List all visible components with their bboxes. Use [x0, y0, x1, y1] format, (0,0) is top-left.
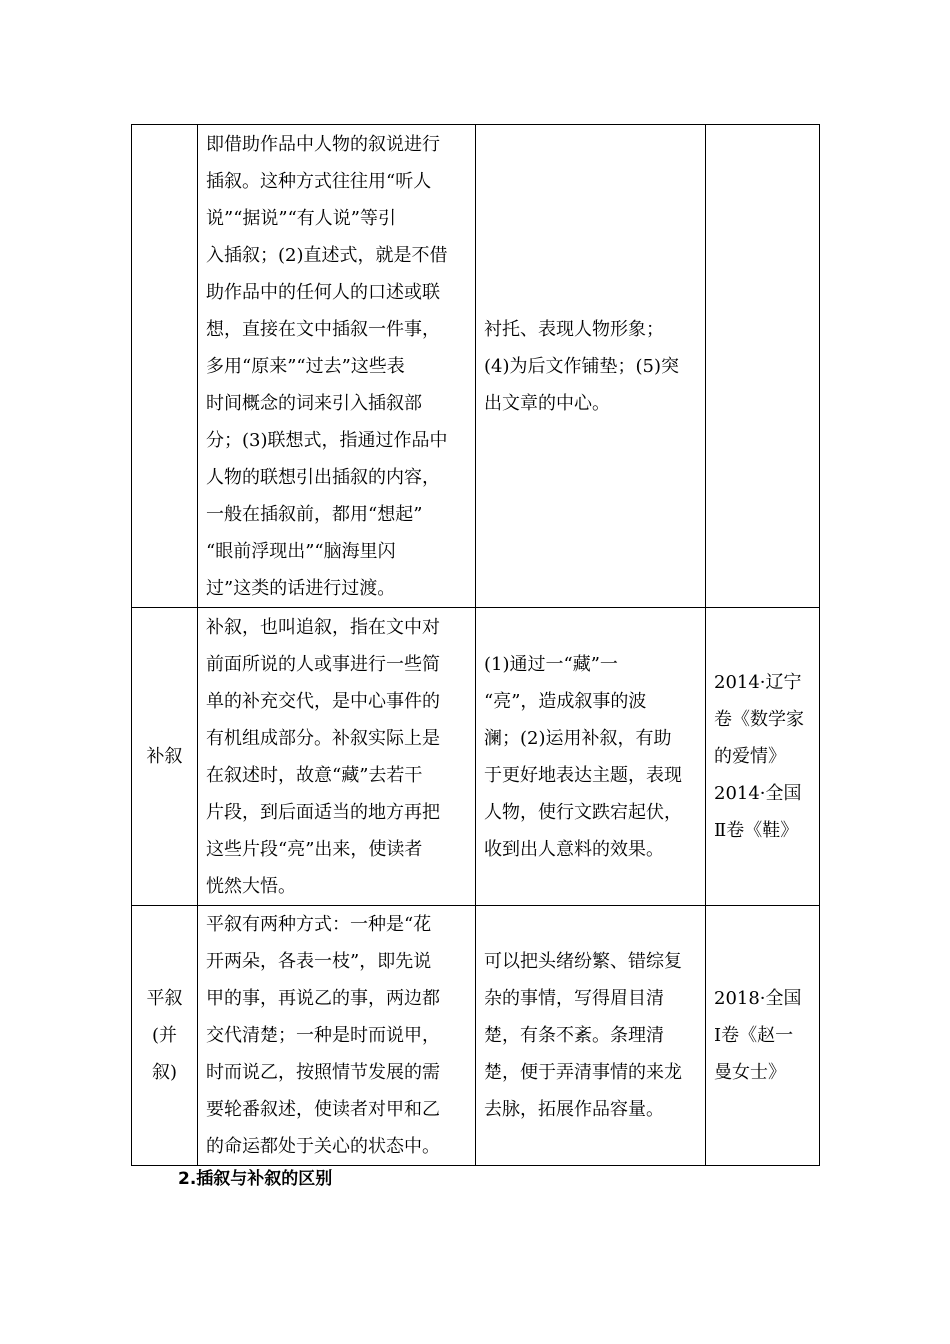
example-text: 2018·全国 Ⅰ卷《赵一 曼女士》: [714, 988, 802, 1083]
technique-name-cell: [132, 906, 198, 1166]
effect-cell: [476, 608, 706, 906]
table-row: [132, 125, 820, 608]
description-cell: [198, 125, 476, 608]
example-cell: [706, 125, 820, 608]
description-cell: [198, 608, 476, 906]
effect-cell: [476, 906, 706, 1166]
technique-name-cell: [132, 608, 198, 906]
effect-text: 可以把头绪纷繁、错综复 杂的事情，写得眉目清 楚，有条不紊。条理清 楚，便于弄清事情的来龙 去脉，拓展作品容量。: [484, 951, 682, 1120]
table-row: [132, 906, 820, 1166]
effect-text: 衬托、表现人物形象； (4)为后文作铺垫；(5)突 出文章的中心。: [484, 318, 679, 414]
table-row: [132, 608, 820, 906]
narration-table: [131, 124, 820, 1166]
description-text: 补叙，也叫追叙，指在文中对 前面所说的人或事进行一些简 单的补充交代，是中心事件的 有机组成部分。补叙实际上是 在叙述时，故意“藏”去若干 片段，到后面适当的地方再把 这些片段“亮”出来，使读者 恍然大悟。: [206, 616, 440, 897]
technique-name: 补叙: [146, 746, 183, 767]
example-cell: [706, 906, 820, 1166]
example-text: 2014·辽宁 卷《数学家 的爱情》 2014·全国 Ⅱ卷《鞋》: [714, 672, 804, 841]
section-heading: 2.插叙与补叙的区别: [178, 1169, 333, 1189]
description-cell: [198, 906, 476, 1166]
description-text: 即借助作品中人物的叙说进行 插叙。这种方式往往用“听人 说”“据说”“有人说”等引 入插叙；(2)直述式，就是不借 助作品中的任何人的口述或联 想，直接在文中插叙一件事， 多用“原来”“过去”这些表 时间概念的词来引入插叙部 分；(3)联想式，指通过作品中 人物的联想引出插叙的内容， 一般在插叙前，都用“想起” “眼前浮现出”“脑海里闪 过”这类的话进行过渡。: [206, 133, 448, 599]
example-cell: [706, 608, 820, 906]
effect-cell: [476, 125, 706, 608]
effect-text: (1)通过一“藏”一 “亮”，造成叙事的波 澜；(2)运用补叙，有助 于更好地表达主题，表现 人物，使行文跌宕起伏， 收到出人意料的效果。: [484, 653, 682, 860]
description-text: 平叙有两种方式：一种是“花 开两朵，各表一枝”，即先说 甲的事，再说乙的事，两边都 交代清楚；一种是时而说甲， 时而说乙，按照情节发展的需 要轮番叙述，使读者对甲和乙 的命运都处于关心的状态中。: [206, 914, 440, 1157]
technique-name-cell: [132, 125, 198, 608]
technique-name: 平叙 (并 叙): [146, 988, 183, 1083]
